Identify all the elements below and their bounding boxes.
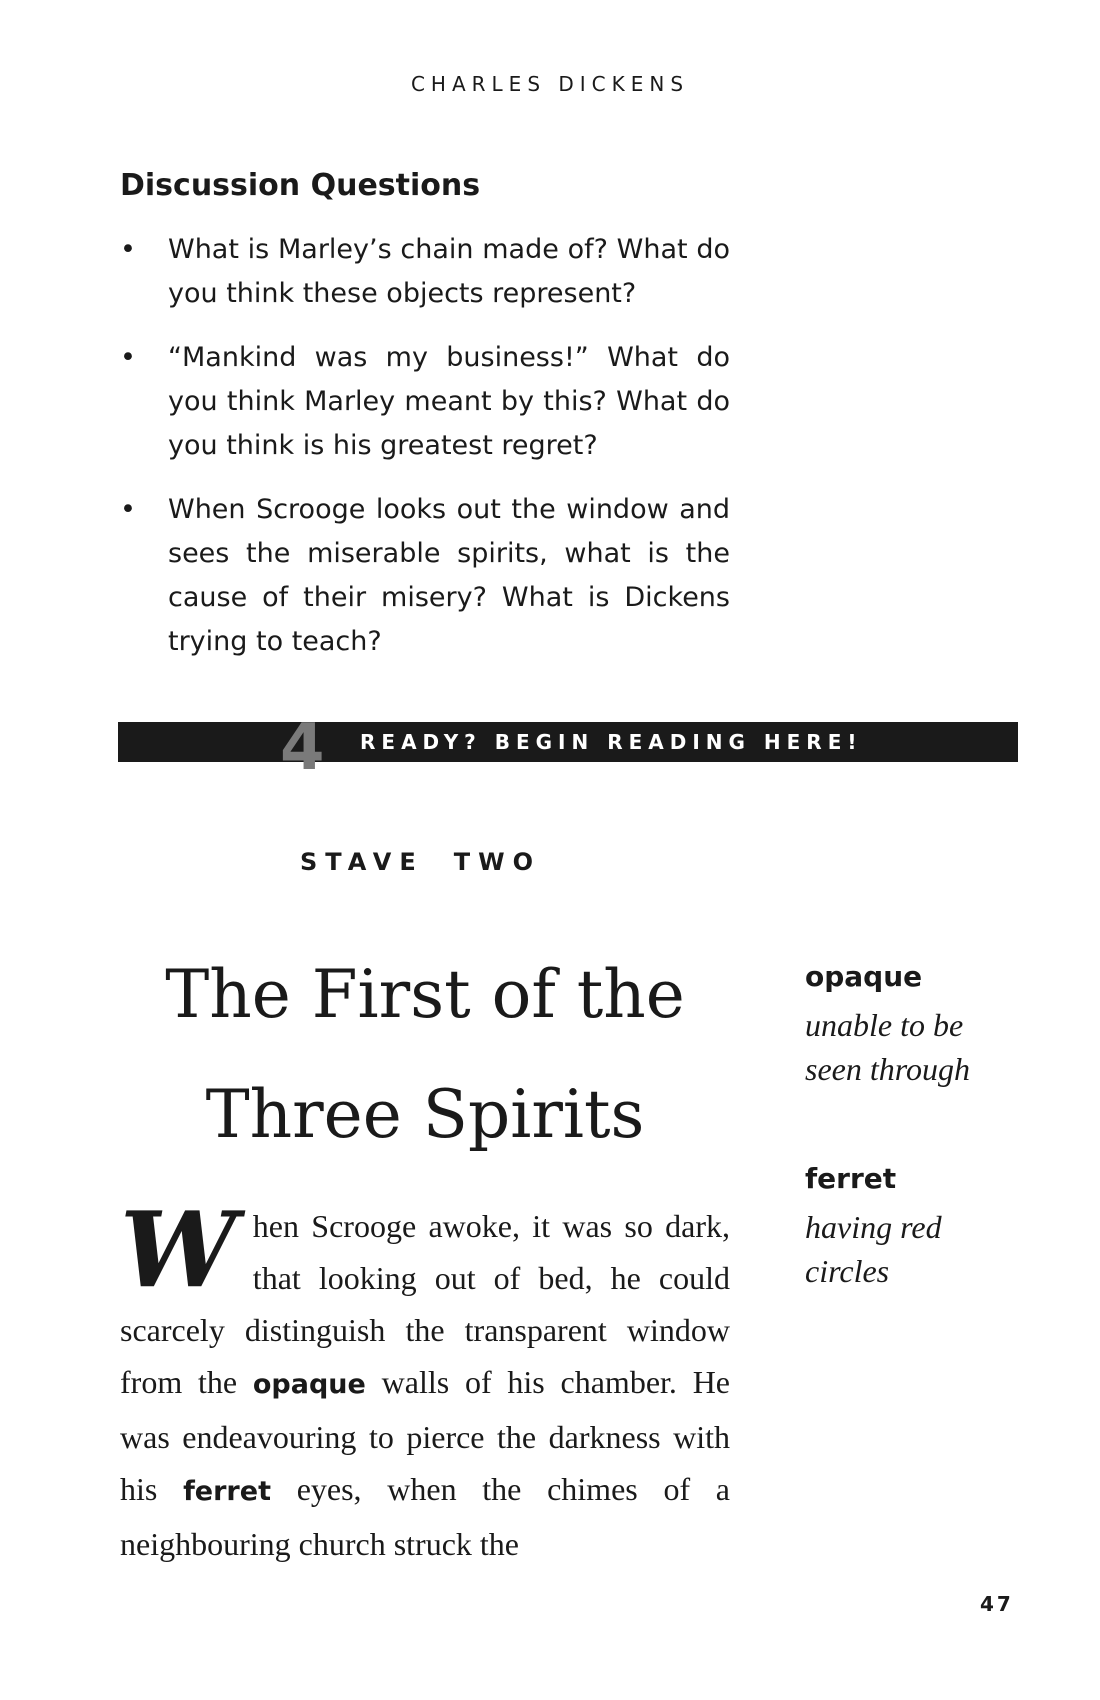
- question-item: [120, 488, 730, 664]
- question-item: [120, 336, 730, 468]
- body-text-part-2: walls of his chamber. He was endeavouring to pierce the darkness with his: [120, 1364, 731, 1507]
- glossary-term: opaque: [805, 960, 923, 993]
- stave-label: [300, 848, 541, 876]
- banner-text: READY? BEGIN READING HERE!: [360, 730, 863, 754]
- bullet-icon: •: [120, 342, 136, 373]
- glossary-entry-opaque: [805, 960, 1005, 1091]
- bullet-icon: •: [120, 494, 136, 525]
- running-head: CHARLES DICKENS: [410, 72, 690, 96]
- chapter-title: [120, 935, 730, 1175]
- bullet-icon: •: [120, 234, 136, 265]
- body-paragraph: [120, 1188, 731, 1570]
- glossary-definition: unable to be seen through: [805, 1007, 971, 1087]
- question-text: What is Marley’s chain made of? What do you think these objects represent?: [168, 234, 730, 309]
- glossary-term: ferret: [805, 1162, 897, 1195]
- vocab-word-ferret: ferret: [183, 1476, 271, 1507]
- stave-number: TWO: [453, 848, 541, 876]
- drop-cap: W: [120, 1188, 237, 1311]
- begin-reading-banner: [118, 711, 1018, 785]
- chapter-title-line-2: Three Spirits: [205, 1076, 645, 1153]
- body-text-part-3: eyes, when the chimes of a neighbouring church struck the: [120, 1471, 731, 1562]
- vocab-word-opaque: opaque: [252, 1369, 366, 1400]
- chapter-title-line-1: The First of the: [165, 956, 685, 1033]
- body-text-part-1: hen Scrooge awoke, it was so dark, that looking out of bed, he could scarcely distinguish the transparent window from the: [120, 1208, 730, 1400]
- question-item: [120, 228, 730, 316]
- discussion-heading: Discussion Questions: [120, 168, 481, 203]
- page-number: 47: [980, 1592, 1014, 1616]
- question-text: “Mankind was my business!” What do you think Marley meant by this? What do you think is his greatest regret?: [168, 342, 730, 461]
- glossary-entry-ferret: [805, 1162, 1005, 1293]
- glossary-definition: having red circles: [805, 1209, 942, 1289]
- question-text: When Scrooge looks out the window and sees the miserable spirits, what is the cause of their misery? What is Dickens trying to teach?: [168, 494, 730, 657]
- discussion-questions-list: [120, 228, 730, 684]
- stave-word: STAVE: [300, 848, 424, 876]
- banner-number: 4: [280, 711, 325, 785]
